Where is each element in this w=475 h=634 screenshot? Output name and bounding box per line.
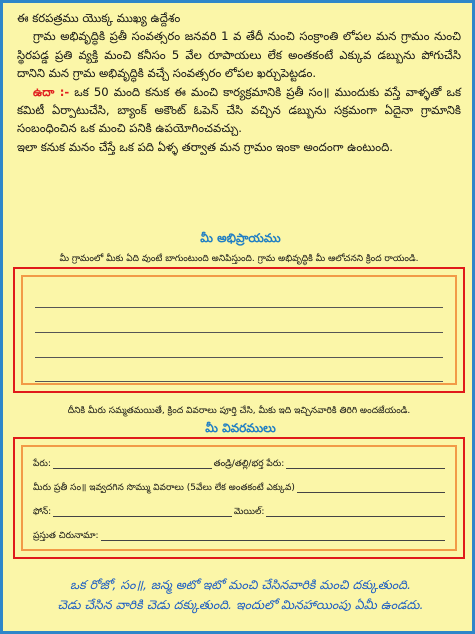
parent-name-label: తండ్రి/తల్లి/భర్త పేరు: [213, 459, 285, 469]
intro-section [17, 9, 461, 156]
phone-label: ఫోన్: [33, 507, 52, 517]
writing-line [35, 332, 443, 333]
opinion-title: మీ అభిప్రాయము [200, 231, 281, 245]
contact-row [33, 505, 445, 519]
example-text: ఒక 50 మంది కనుక ఈ మంచి కార్యక్రమానికి ప్రతీ సం॥ ముందుకు వస్తే వాళ్ళతో ఒక కమిటీ ఏర్పాటుచేసి, బ్యాంక్ అకౌంట్ ఓపెన్ చేసి వచ్చిన డబ్బును సక్రమంగా ఏదైనా గ్రామానికి సంబంధించిన ఒక మంచి పనికి ఉపయోగించవచ్చు. [17, 84, 462, 136]
name-row [33, 457, 445, 471]
writing-line [35, 357, 443, 358]
intro-heading: ఈ కరపత్రము యొక్క ముఖ్య ఉద్దేశం [17, 11, 181, 25]
address-field[interactable] [101, 539, 445, 541]
opinion-box-outer [13, 267, 465, 393]
name-field[interactable] [53, 467, 212, 469]
writing-line [35, 381, 443, 382]
details-box-outer [13, 437, 465, 559]
amount-row [33, 481, 445, 495]
details-box [21, 445, 457, 551]
parent-name-field[interactable] [286, 467, 445, 469]
footer-line-1: ఒక రోజో, సం॥, జన్మ అటో ఇటో మంచి చేసినవారికి మంచి దక్కుతుంది. [70, 577, 411, 592]
opinion-box[interactable] [21, 275, 457, 385]
name-label: పేరు: [33, 459, 51, 469]
intro-paragraph-2 [17, 83, 461, 138]
footer-quote [3, 575, 475, 615]
details-title: మీ వివరములు [205, 421, 276, 435]
address-row [33, 529, 445, 543]
amount-label: మీరు ప్రతీ సం॥ ఇవ్వదగిన సొమ్ము వివరాలు (5వేలు లేక అంతకంటే ఎక్కువ) [33, 483, 295, 493]
email-label: మెయిల్: [233, 507, 265, 517]
phone-field[interactable] [53, 515, 232, 517]
agree-instruction: దీనికి మీరు సమ్మతమయితే, క్రింద వివరాలు పూర్తి చేసి, మీకు ఇది ఇచ్చినవారికి తిరిగి అందజేయండి. [67, 406, 411, 416]
footer-line-2: చెడు చేసిన వారికి చెడు దక్కుతుంది. ఇందులో మినహాయింపు ఏమీ ఉండదు. [57, 597, 424, 612]
writing-line [35, 307, 443, 308]
address-label: ప్రస్తుత చిరునామా: [33, 531, 99, 541]
intro-paragraph-1: గ్రామ అభివృద్ధికి ప్రతీ సంవత్సరం జనవరి 1 వ తేదీ నుంచి సంక్రాంతి లోపల మన గ్రామం నుంచి స్థిరపడ్డ ప్రతి వ్యక్తి మంచి కనీసం 5 వేల రూపాయలు లేక అంతకంటే ఎక్కువ డబ్బును పోగుచేసి దానిని మన గ్రామ అభివృద్ధికి వచ్చే సంవత్సరం లోపల ఖర్చుపెట్టడం. [17, 29, 461, 81]
example-label: ఉదా :- [33, 84, 70, 99]
amount-field[interactable] [297, 491, 445, 493]
email-field[interactable] [266, 515, 445, 517]
intro-paragraph-3: ఇలా కనుక మనం చేస్తే ఒక పది ఏళ్ళ తర్వాత మన గ్రామం ఇంకా అందంగా ఉంటుంది. [17, 139, 393, 154]
opinion-instruction: మీ గ్రామంలో మీకు ఏది వుంటే బాగుంటుంది అనిపిస్తుంది. గ్రామ అభివృద్ధికి మీ ఆలోచనని క్రింద రాయండి. [59, 254, 419, 264]
